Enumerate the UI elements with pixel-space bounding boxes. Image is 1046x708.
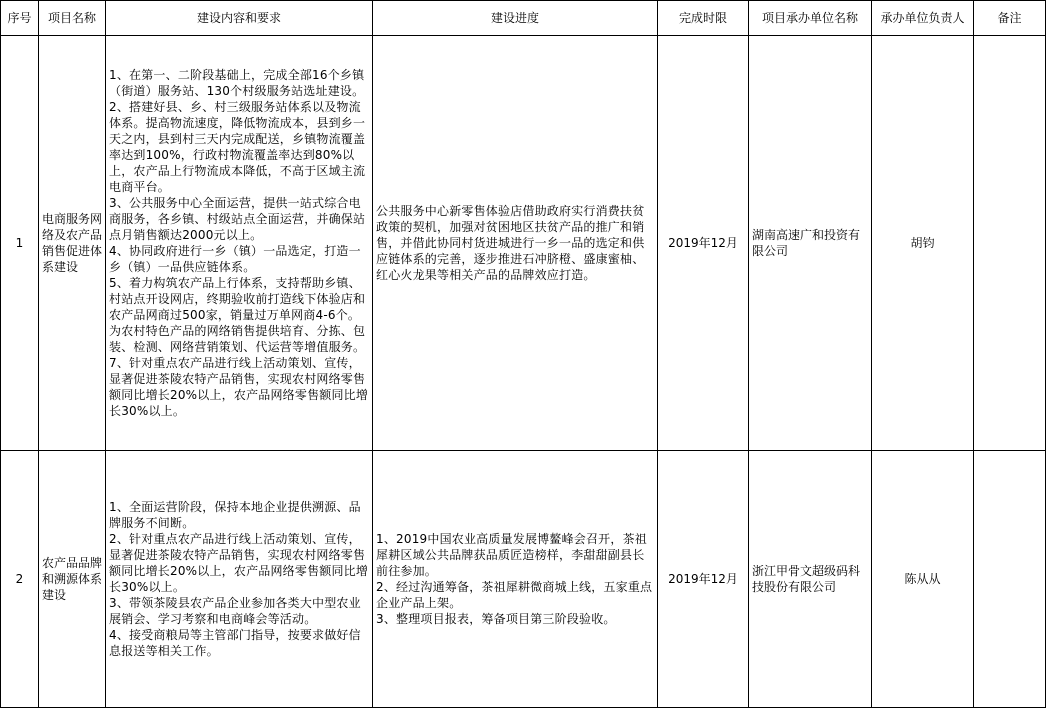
header-remark: 备注: [974, 1, 1046, 36]
cell-seq: 1: [1, 36, 39, 451]
table-row: [1, 36, 1046, 451]
cell-progress: [373, 451, 658, 708]
content-text: 1、在第一、二阶段基础上，完成全部16个乡镇（街道）服务站、130个村级服务站选址建设。 2、搭建好县、乡、村三级服务站体系以及物流体系。提高物流速度，降低物流成本，县到乡一天之内，县到村三天内完成配送，乡镇物流覆盖率达到100%，行政村物流覆盖率达到80%以上，农产品上行物流成本降低，不高于区域主流电商平台。 3、公共服务中心全面运营，提供一站式综合电商服务，各乡镇、村级站点全面运营，并确保站点月销售额达2000元以上。 4、协同政府进行一乡（镇）一品选定，打造一乡（镇）一品供应链体系。 5、着力构筑农产品上行体系，支持帮助乡镇、村站点开设网店，终期验收前打造线下体验店和农产品网商过500家，销量过万单网商4-6个。 为农村特色产品的网络销售提供培育、分拣、包装、检测、网络营销策划、代运营等增值服务。7、针对重点农产品进行线上活动策划、宣传，显著促进茶陵农特产品销售，实现农村网络零售额同比增长20%以上，农产品网络零售额同比增长30%以上。: [109, 68, 369, 418]
header-unit: 项目承办单位名称: [749, 1, 872, 36]
cell-remark: [974, 451, 1046, 708]
cell-project-name: 农产品品牌和溯源体系建设: [39, 451, 106, 708]
cell-leader: 陈从从: [872, 451, 974, 708]
cell-deadline: 2019年12月: [658, 36, 749, 451]
cell-seq: 2: [1, 451, 39, 708]
cell-content: [106, 36, 373, 451]
cell-progress: [373, 36, 658, 451]
progress-text: 1、2019中国农业高质量发展博鳌峰会召开，茶祖犀耕区域公共品牌获品质匠造榜样，李甜甜副县长前往参加。 2、经过沟通筹备，茶祖犀耕微商城上线，五家重点企业产品上架。 3、整理项目报表，筹备项目第三阶段验收。: [376, 532, 653, 626]
header-content: 建设内容和要求: [106, 1, 373, 36]
cell-remark: [974, 36, 1046, 451]
header-name: 项目名称: [39, 1, 106, 36]
header-progress: 建设进度: [373, 1, 658, 36]
table-row: [1, 451, 1046, 708]
cell-content: [106, 451, 373, 708]
header-deadline: 完成时限: [658, 1, 749, 36]
cell-leader: 胡钧: [872, 36, 974, 451]
content-text: 1、全面运营阶段，保持本地企业提供溯源、品牌服务不间断。 2、针对重点农产品进行线上活动策划、宣传，显著促进茶陵农特产品销售，实现农村网络零售额同比增长20%以上，农产品网络零售额同比增长30%以上。 3、带领茶陵县农产品企业参加各类大中型农业展销会、学习考察和电商峰会等活动。 4、接受商粮局等主管部门指导，按要求做好信息报送等相关工作。: [109, 500, 369, 658]
progress-text: 公共服务中心新零售体验店借助政府实行消费扶贫政策的契机，加强对贫困地区扶贫产品的推广和销售，并借此协同村货进城进行一乡一品的选定和供应链体系的完善，逐步推进石冲脐橙、盛康蜜柚、红心火龙果等相关产品的品牌效应打造。: [376, 204, 645, 282]
cell-deadline: 2019年12月: [658, 451, 749, 708]
header-seq: 序号: [1, 1, 39, 36]
cell-unit: 浙江甲骨文超级码科技股份有限公司: [749, 451, 872, 708]
cell-unit: 湖南高速广和投资有限公司: [749, 36, 872, 451]
cell-project-name: 电商服务网络及农产品销售促进体系建设: [39, 36, 106, 451]
header-row: [1, 1, 1046, 36]
header-leader: 承办单位负责人: [872, 1, 974, 36]
